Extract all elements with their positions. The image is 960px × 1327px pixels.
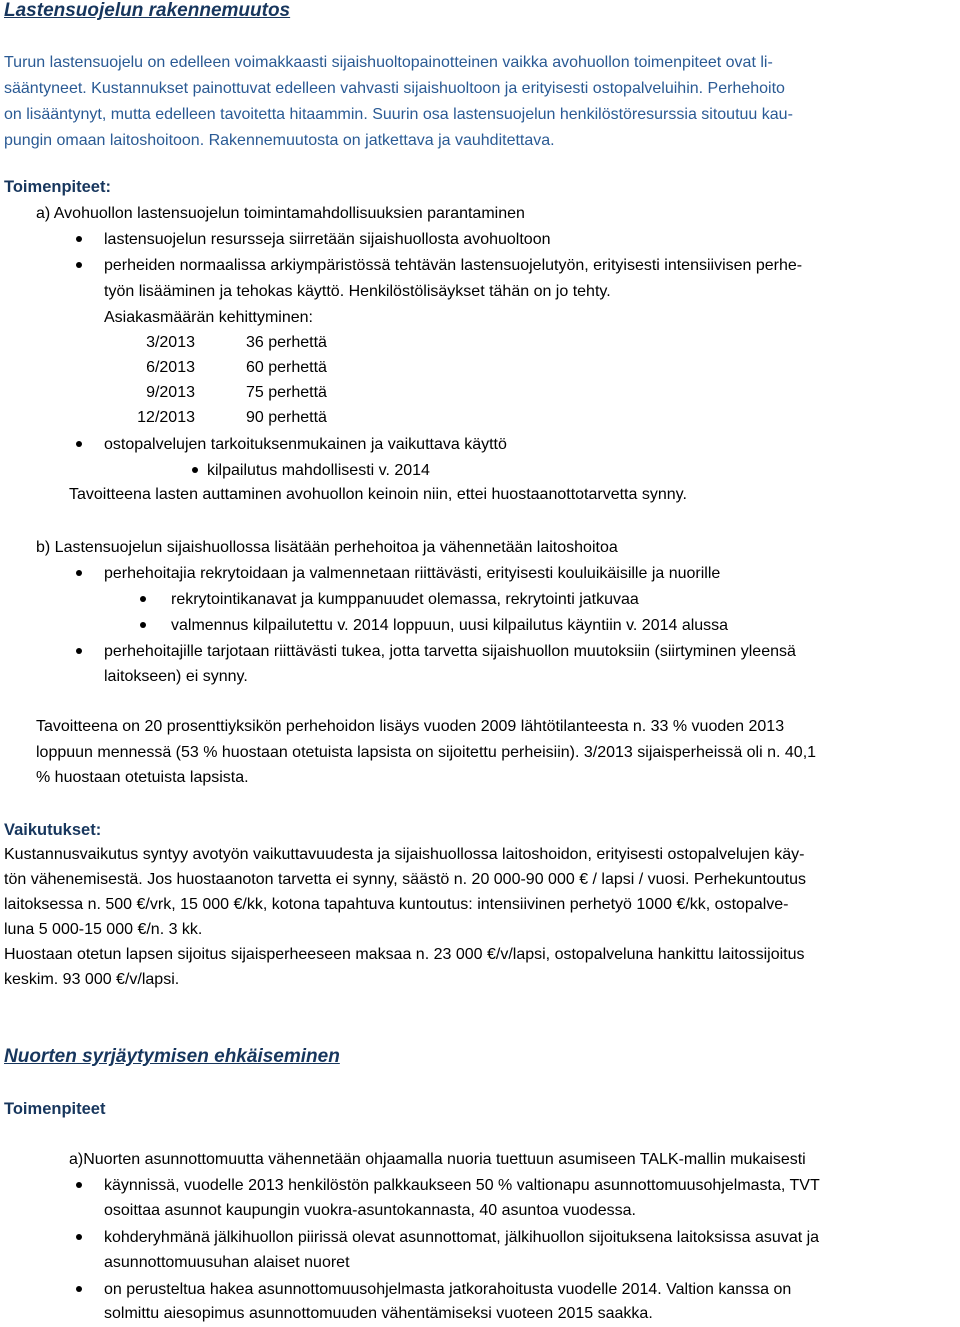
- goal-line: loppuun mennessä (53 % huostaan otetuista lapsista on sijoitettu perheisiin). 3/2013 sijaisperheissä oli n. 40,1: [36, 744, 817, 761]
- list-item: perheiden normaalissa arkiympäristössä tehtävän lastensuojelutyön, erityisesti intensiivisen perhe-: [104, 257, 803, 274]
- goal-line: % huostaan otetuista lapsista.: [36, 769, 249, 786]
- measure-a-heading: a)Nuorten asunnottomuutta vähennetään ohjaamalla nuoria tuettuun asumiseen TALK-mallin mukaisesti: [69, 1151, 806, 1168]
- bullet-icon: [76, 1234, 82, 1240]
- bullet-icon: [192, 467, 198, 473]
- client-families: 36 perhettä: [246, 334, 327, 351]
- list-item: solmittu aiesopimus asunnottomuuden vähentämiseksi vuoteen 2015 saakka.: [104, 1305, 653, 1322]
- sub-list-item: valmennus kilpailutettu v. 2014 loppuun, uusi kilpailutus käyntiin v. 2014 alussa: [171, 617, 729, 634]
- effects-heading: Vaikutukset:: [4, 821, 102, 839]
- effects-line: Kustannusvaikutus syntyy avotyön vaikuttavuudesta ja sijaishuollossa laitoshoidon, erityisesti ostopalvelujen käy-: [4, 846, 805, 863]
- client-period: 12/2013: [137, 409, 195, 426]
- effects-line: luna 5 000-15 000 €/n. 3 kk.: [4, 921, 203, 938]
- bullet-icon: [140, 596, 146, 602]
- intro-paragraph: [4, 50, 956, 154]
- measures-heading: Toimenpiteet:: [4, 178, 111, 196]
- effects-line: laitoksessa n. 500 €/vrk, 15 000 €/kk, kotona tapahtuva kuntoutus: intensiivinen perhetyö 1000 €/kk, ostopalve-: [4, 896, 789, 913]
- bullet-icon: [76, 1286, 82, 1292]
- list-item: kohderyhmänä jälkihuollon piirissä olevat asunnottomat, jälkihuollon sijoituksena laitoksissa asuvat ja: [104, 1229, 820, 1246]
- intro-line: Turun lastensuojelu on edelleen voimakkaasti sijaishuoltopainotteinen vaikka avohuollon toimenpiteet ovat li-: [4, 54, 773, 71]
- effects-line: keskim. 93 000 €/v/lapsi.: [4, 971, 180, 988]
- bullet-icon: [140, 622, 146, 628]
- section-title: Nuorten syrjäytymisen ehkäiseminen: [4, 1046, 340, 1067]
- measure-a-goal: Tavoitteena lasten auttaminen avohuollon keinoin niin, ettei huostaanottotarvetta synny.: [69, 486, 687, 503]
- effects-line: tön vähenemisestä. Jos huostaanoton tarvetta ei synny, säästö n. 20 000-90 000 € / lapsi / vuosi. Perhekuntoutus: [4, 871, 806, 888]
- sub-list-item: rekrytointikanavat ja kumppanuudet olemassa, rekrytointi jatkuvaa: [171, 591, 639, 608]
- section-title: Lastensuojelun rakennemuutos: [4, 0, 291, 21]
- intro-line: on lisääntynyt, mutta edelleen tavoitetta hitaammin. Suurin osa lastensuojelun henkilöstöresurssia sitoutuu kau-: [4, 106, 793, 123]
- client-families: 75 perhettä: [246, 384, 327, 401]
- sub-list-item: kilpailutus mahdollisesti v. 2014: [207, 462, 430, 479]
- goal-line: Tavoitteena on 20 prosenttiyksikön perhehoidon lisäys vuoden 2009 lähtötilanteesta n. 33 % vuoden 2013: [36, 718, 785, 735]
- client-families: 60 perhettä: [246, 359, 327, 376]
- client-period: 3/2013: [146, 334, 195, 351]
- list-item: osoittaa asunnot kaupungin vuokra-asuntokannasta, 40 asuntoa vuodessa.: [104, 1202, 636, 1219]
- list-item: ostopalvelujen tarkoituksenmukainen ja vaikuttava käyttö: [104, 436, 507, 453]
- bullet-icon: [76, 1182, 82, 1188]
- list-item: perhehoitajille tarjotaan riittävästi tukea, jotta tarvetta sijaishuollon muutoksiin (siirtyminen yleensä: [104, 643, 796, 660]
- client-period: 6/2013: [146, 359, 195, 376]
- effects-line: Huostaan otetun lapsen sijoitus sijaisperheeseen maksaa n. 23 000 €/v/lapsi, ostopalveluna hankittu laitossijoitus: [4, 946, 805, 963]
- list-item: asunnottomuusuhan alaiset nuoret: [104, 1254, 350, 1271]
- bullet-icon: [76, 262, 82, 268]
- list-item: lastensuojelun resursseja siirretään sijaishuollosta avohuoltoon: [104, 231, 551, 248]
- bullet-icon: [76, 236, 82, 242]
- list-item: perhehoitajia rekrytoidaan ja valmennetaan riittävästi, erityisesti kouluikäisille ja nuorille: [104, 565, 721, 582]
- client-families: 90 perhettä: [246, 409, 327, 426]
- intro-line: sääntyneet. Kustannukset painottuvat edelleen vahvasti sijaishuoltoon ja erityisesti ostopalveluihin. Perhehoito: [4, 80, 785, 97]
- client-period: 9/2013: [146, 384, 195, 401]
- measures-heading: Toimenpiteet: [4, 1100, 106, 1118]
- measure-a-heading: a) Avohuollon lastensuojelun toimintamahdollisuuksien parantaminen: [36, 205, 525, 222]
- list-item: työn lisääminen ja tehokas käyttö. Henkilöstölisäykset tähän on jo tehty.: [104, 283, 611, 300]
- client-heading: Asiakasmäärän kehittyminen:: [104, 309, 313, 326]
- bullet-icon: [76, 648, 82, 654]
- list-item: on perusteltua hakea asunnottomuusohjelmasta jatkorahoitusta vuodelle 2014. Valtion kanssa on: [104, 1281, 792, 1298]
- intro-line: pungin omaan laitoshoitoon. Rakennemuutosta on jatkettava ja vauhditettava.: [4, 132, 555, 149]
- bullet-icon: [76, 570, 82, 576]
- list-item: laitokseen) ei synny.: [104, 668, 248, 685]
- list-item: käynnissä, vuodelle 2013 henkilöstön palkkaukseen 50 % valtionapu asunnottomuusohjelmasta, TVT: [104, 1177, 820, 1194]
- bullet-icon: [76, 441, 82, 447]
- measure-b-heading: b) Lastensuojelun sijaishuollossa lisätään perhehoitoa ja vähennetään laitoshoitoa: [36, 539, 618, 556]
